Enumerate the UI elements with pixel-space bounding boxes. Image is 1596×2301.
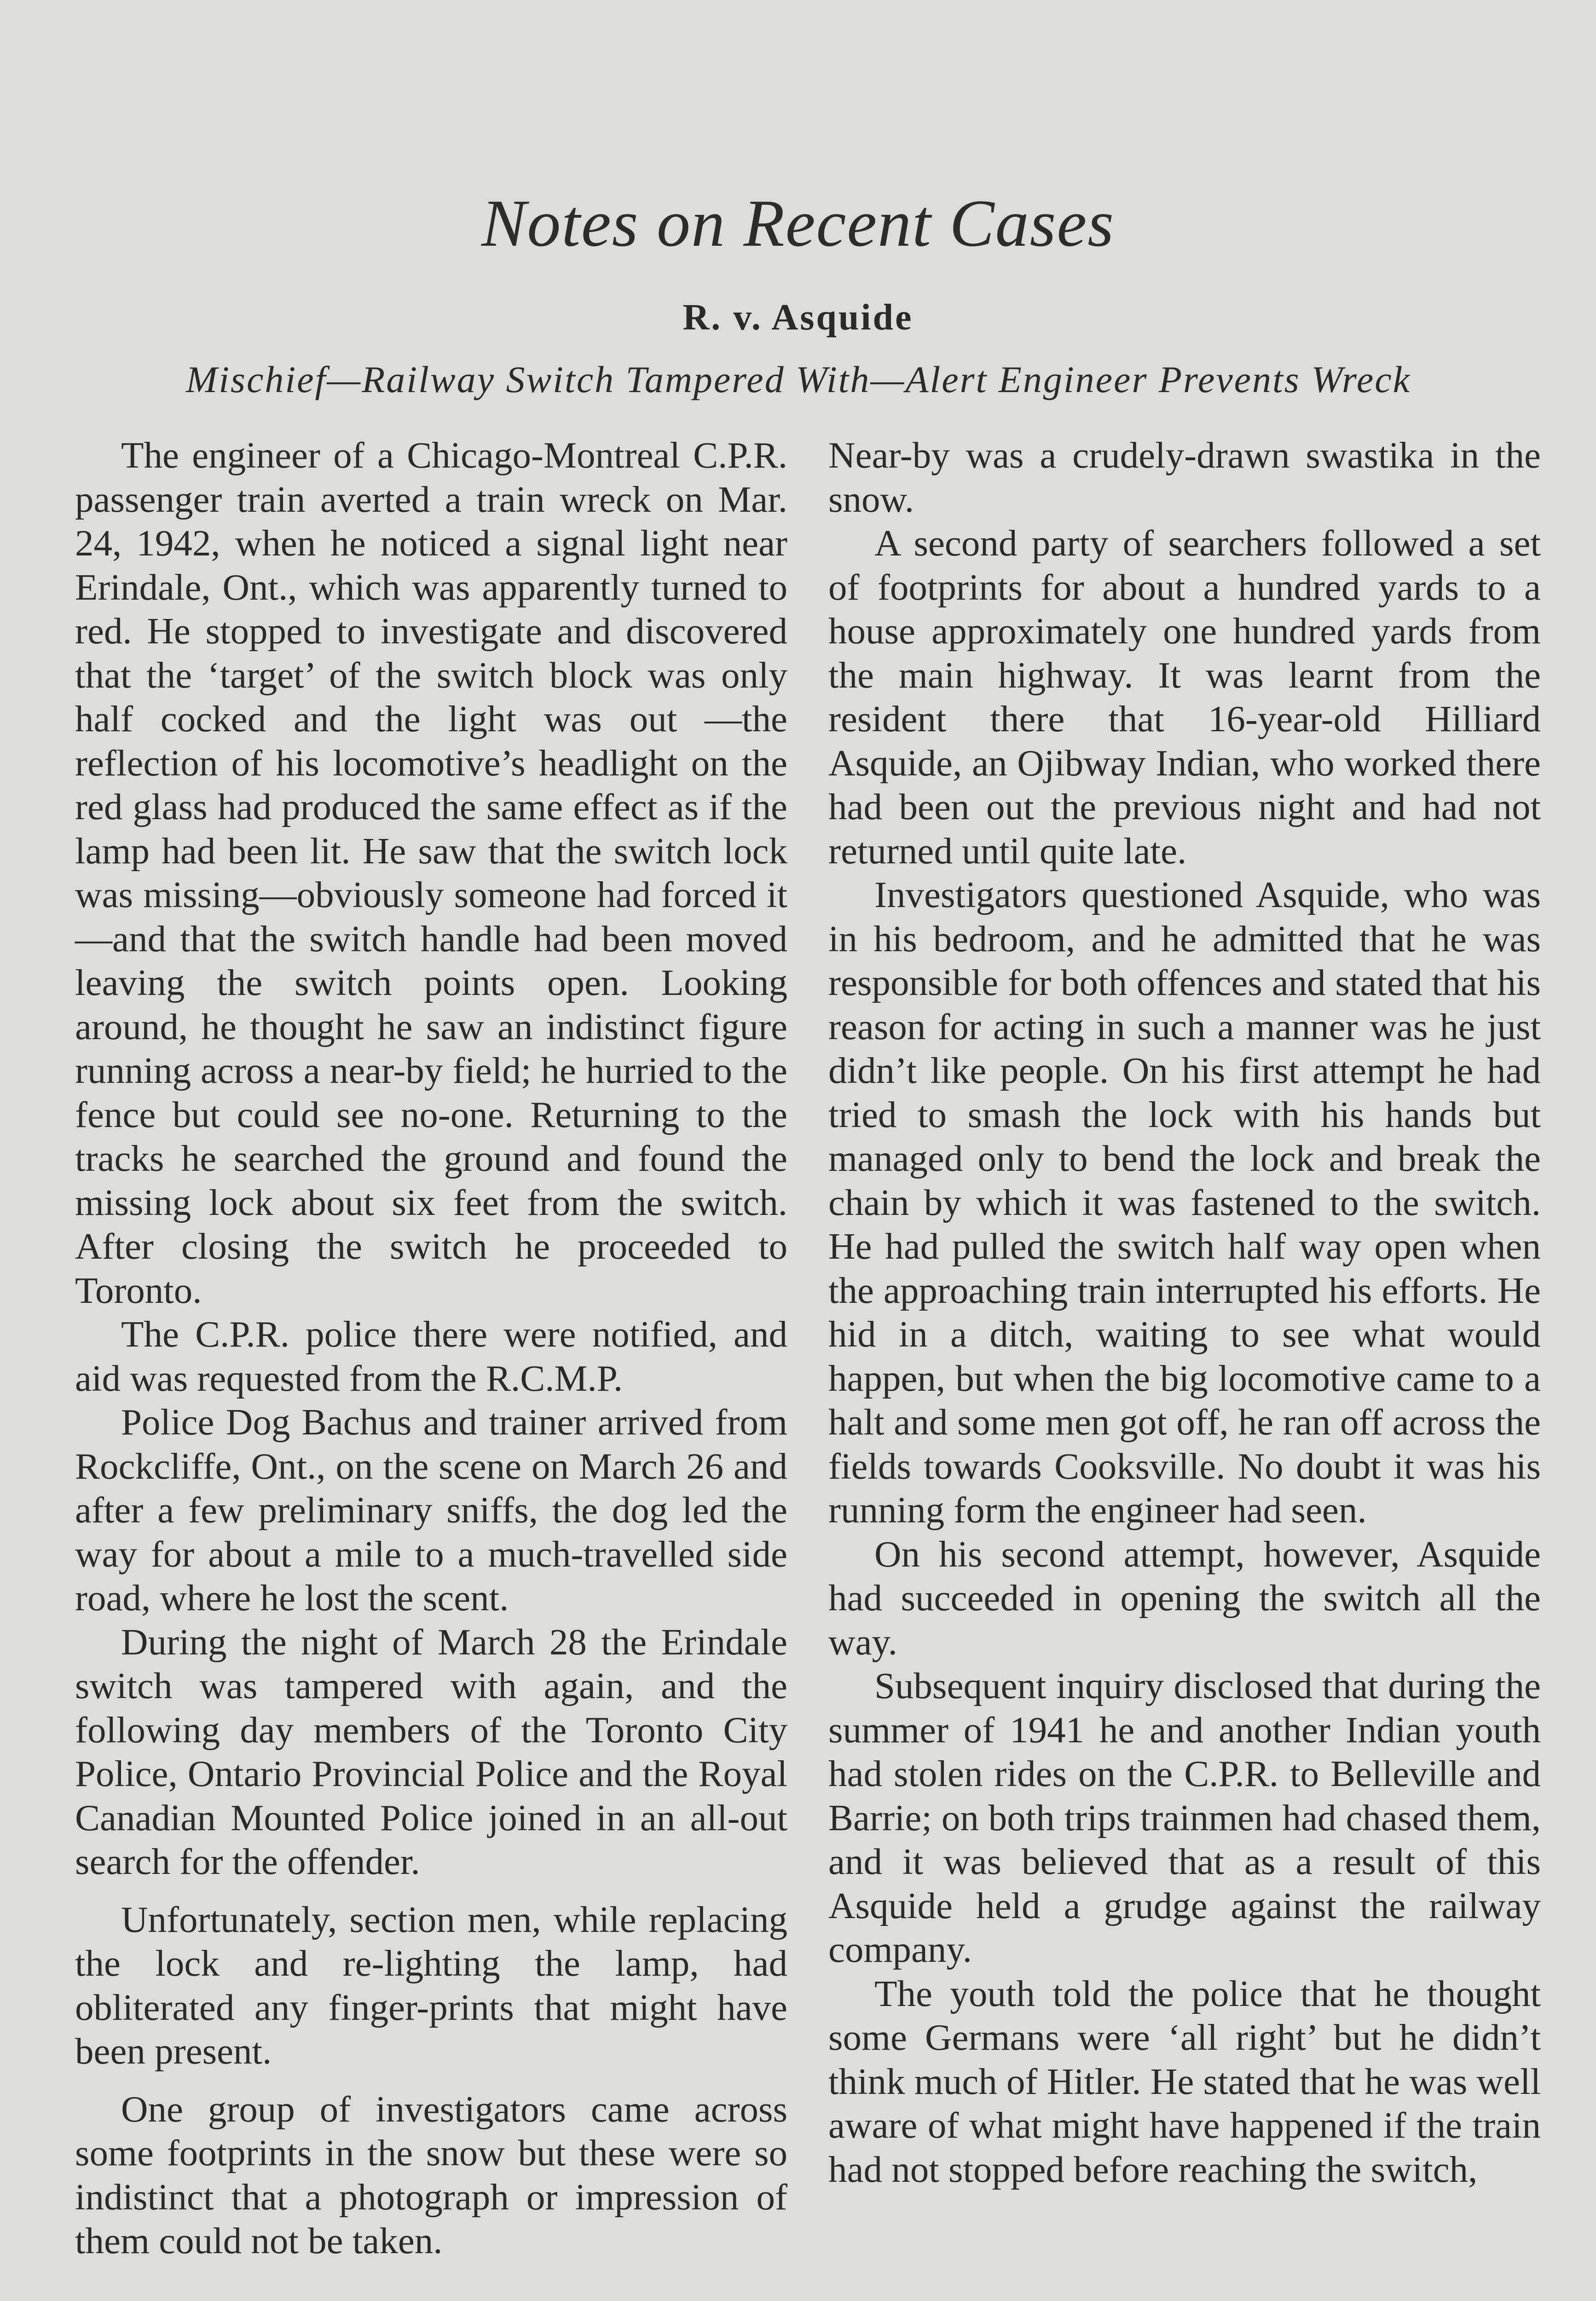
section-title: Notes on Recent Cases bbox=[481, 186, 1115, 260]
paragraph: Near-by was a crudely-drawn swastika in the snow. bbox=[828, 434, 1541, 520]
paragraph: Subsequent inquiry disclosed that during the summer of 1941 he and another Indian youth had stolen rides on the C.P.R. to Belleville and Barrie; on both trips trainmen had chased them, and it was believed that as a result of this Asquide held a grudge against the railway company. bbox=[828, 1665, 1541, 1970]
paragraph: A second party of searchers followed a set of footprints for about a hundred yards to a house approximately one hundred yards from the main highway. It was learnt from the resident there that 16-year-old Hilliard Asquide, an Ojibway Indian, who worked there had been out the previous night and had not returned until quite late. bbox=[828, 522, 1541, 872]
left-column bbox=[75, 434, 787, 2263]
paragraph: One group of investigators came across some footprints in the snow but these were so indistinct that a photograph or impression of them could not be taken. bbox=[75, 2088, 787, 2261]
case-subtitle: Mischief—Railway Switch Tampered With—Alert Engineer Prevents Wreck bbox=[185, 358, 1411, 400]
case-name: R. v. Asquide bbox=[682, 297, 914, 338]
paragraph: During the night of March 28 the Erindale switch was tampered with again, and the following day members of the Toronto City Police, Ontario Provincial Police and the Royal Canadian Mounted Police joined in an all-out search for the offender. bbox=[75, 1621, 787, 1882]
right-column bbox=[828, 434, 1541, 2191]
paragraph: The youth told the police that he thought some Germans were ‘all right’ but he didn’t think much of Hitler. He stated that he was well aware of what might have happened if the train had not stopped before reaching the switch, bbox=[828, 1972, 1541, 2190]
paragraph: Police Dog Bachus and trainer arrived from Rockcliffe, Ont., on the scene on March 26 and after a few preliminary sniffs, the dog led the way for about a mile to a much-travelled side road, where he lost the scent. bbox=[75, 1401, 787, 1619]
paragraph: Unfortunately, section men, while replacing the lock and re-lighting the lamp, had obliterated any finger-prints that might have been present. bbox=[75, 1898, 787, 2072]
paragraph: Investigators questioned Asquide, who was in his bedroom, and he admitted that he was responsible for both offences and stated that his reason for acting in such a manner was he just didn’t like people. On his first attempt he had tried to smash the lock with his hands but managed only to bend the lock and break the chain by which it was fastened to the switch. He had pulled the switch half way open when the approaching train interrupted his efforts. He hid in a ditch, waiting to see what would happen, but when the big locomotive came to a halt and some men got off, he ran off across the fields towards Cooksville. No doubt it was his running form the engineer had seen. bbox=[828, 874, 1541, 1531]
paragraph: On his second attempt, however, Asquide had succeeded in opening the switch all the way. bbox=[828, 1533, 1541, 1663]
paragraph: The engineer of a Chicago-Montreal C.P.R. passenger train averted a train wreck on Mar. 24, 1942, when he noticed a signal light near Erindale, Ont., which was apparently turned to red. He stopped to investigate and discovered that the ‘target’ of the switch block was only half cocked and the light was out —the reflection of his locomotive’s headlight on the red glass had produced the same effect as if the lamp had been lit. He saw that the switch lock was missing—obviously someone had forced it—and that the switch handle had been moved leaving the switch points open. Looking around, he thought he saw an indistinct figure running across a near-by field; he hurried to the fence but could see no-one. Returning to the tracks he searched the ground and found the missing lock about six feet from the switch. After closing the switch he proceeded to Toronto. bbox=[75, 434, 787, 1311]
paragraph: The C.P.R. police there were notified, and aid was requested from the R.C.M.P. bbox=[75, 1313, 787, 1399]
